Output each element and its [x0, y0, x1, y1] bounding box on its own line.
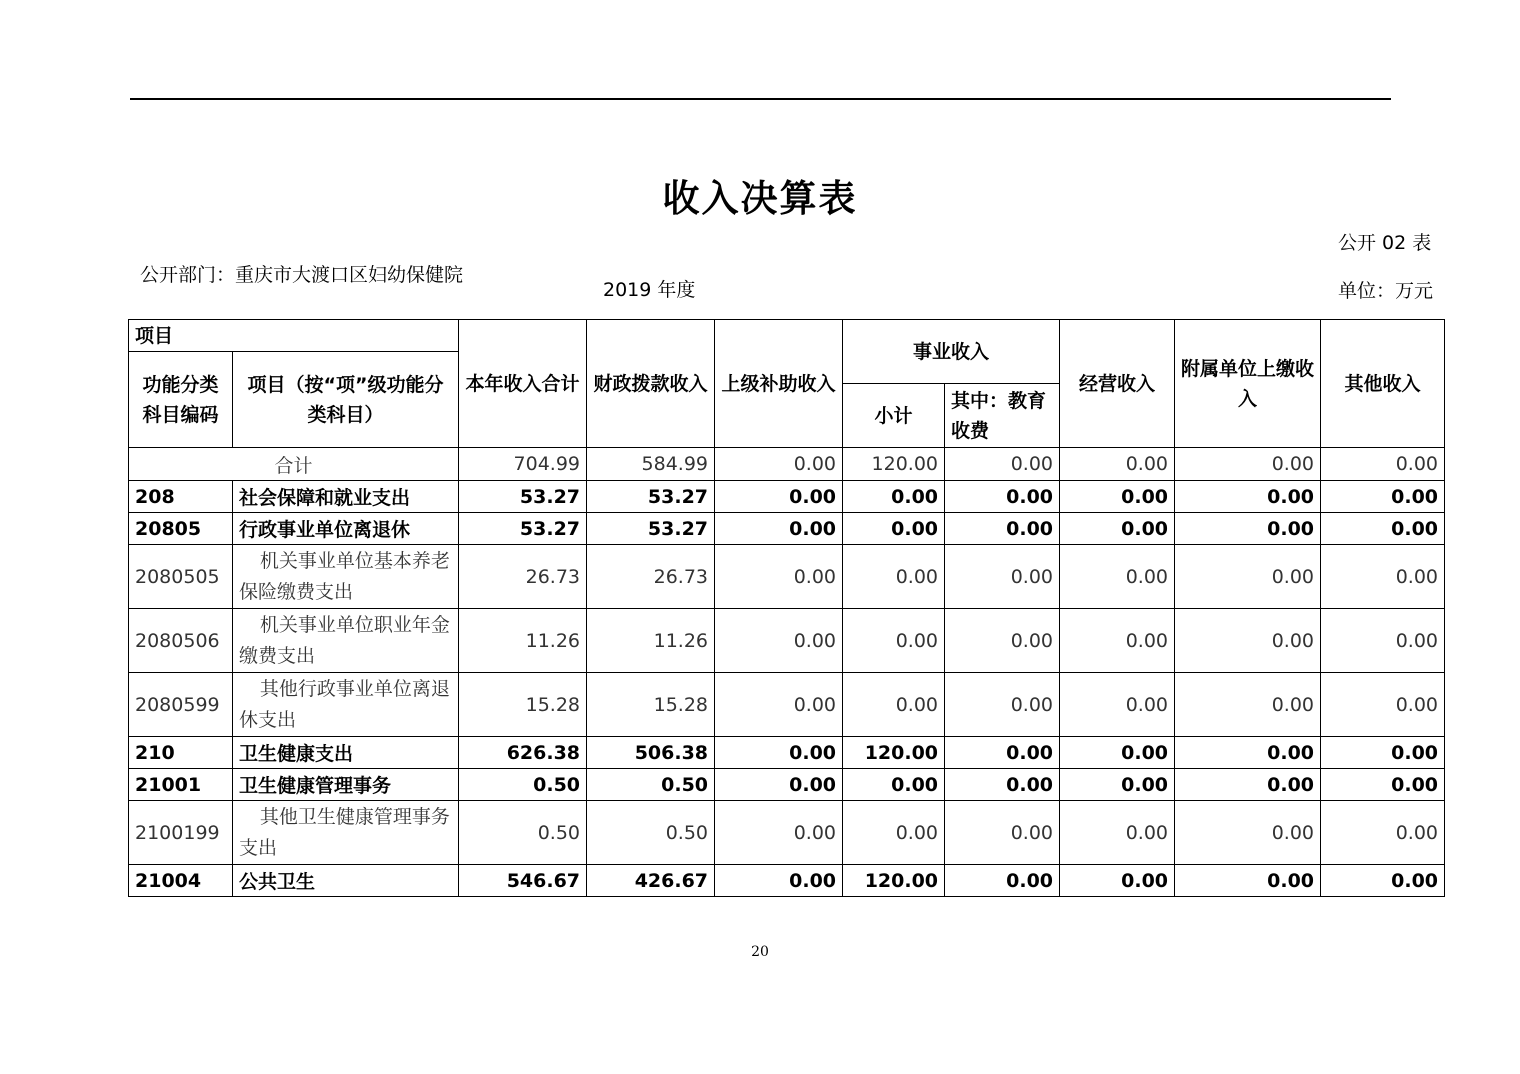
item-name-cell: 行政事业单位离退休	[233, 513, 459, 545]
amount-cell: 0.00	[1321, 513, 1445, 545]
amount-cell: 0.00	[1321, 769, 1445, 801]
amount-cell: 0.00	[1321, 481, 1445, 513]
func-code-cell: 2080505	[129, 545, 233, 609]
func-code-cell: 2080599	[129, 673, 233, 737]
amount-cell: 0.00	[843, 609, 945, 673]
func-code-cell: 2080506	[129, 609, 233, 673]
amount-cell: 0.00	[945, 865, 1060, 897]
item-name-cell: 卫生健康支出	[233, 737, 459, 769]
header-func-code: 功能分类科目编码	[129, 352, 233, 448]
header-subtotal: 小计	[843, 384, 945, 448]
amount-cell: 0.00	[1175, 545, 1321, 609]
table-row	[129, 545, 1445, 609]
amount-cell: 0.00	[715, 801, 843, 865]
amount-cell: 0.00	[1321, 609, 1445, 673]
amount-cell: 15.28	[459, 673, 587, 737]
department-label: 公开部门：重庆市大渡口区妇幼保健院	[140, 264, 464, 286]
func-code-cell: 208	[129, 481, 233, 513]
amount-cell: 53.27	[459, 481, 587, 513]
amount-cell: 426.67	[587, 865, 715, 897]
func-code-cell: 21004	[129, 865, 233, 897]
table-row	[129, 801, 1445, 865]
header-fiscal: 财政拨款收入	[587, 320, 715, 448]
amount-cell: 0.00	[715, 481, 843, 513]
func-code-cell: 2100199	[129, 801, 233, 865]
amount-cell: 26.73	[587, 545, 715, 609]
total-label: 合计	[129, 448, 459, 481]
amount-cell: 0.00	[1175, 737, 1321, 769]
amount-cell: 0.00	[715, 865, 843, 897]
amount-cell: 0.00	[715, 609, 843, 673]
item-name-cell: 公共卫生	[233, 865, 459, 897]
header-education-fee: 其中：教育收费	[945, 384, 1060, 448]
amount-cell: 0.00	[945, 673, 1060, 737]
amount-cell: 0.00	[843, 769, 945, 801]
amount-cell: 506.38	[587, 737, 715, 769]
table-row	[129, 513, 1445, 545]
header-affiliated-income: 附属单位上缴收入	[1175, 320, 1321, 448]
header-business-income: 事业收入	[843, 320, 1060, 384]
amount-cell: 0.00	[1060, 673, 1175, 737]
item-name-cell: 机关事业单位基本养老保险缴费支出	[233, 545, 459, 609]
amount-cell: 0.00	[945, 481, 1060, 513]
item-name-cell: 其他行政事业单位离退休支出	[233, 673, 459, 737]
header-item-desc: 项目（按“项”级功能分类科目）	[233, 352, 459, 448]
total-cell: 0.00	[1175, 448, 1321, 481]
income-table	[128, 319, 1445, 897]
amount-cell: 0.00	[843, 481, 945, 513]
table-row	[129, 769, 1445, 801]
header-superior-subsidy: 上级补助收入	[715, 320, 843, 448]
amount-cell: 53.27	[587, 513, 715, 545]
amount-cell: 0.00	[1060, 545, 1175, 609]
amount-cell: 0.00	[1321, 545, 1445, 609]
total-cell: 0.00	[715, 448, 843, 481]
amount-cell: 0.00	[1175, 609, 1321, 673]
form-number: 公开 02 表	[1338, 232, 1432, 254]
amount-cell: 0.00	[945, 737, 1060, 769]
amount-cell: 0.00	[1060, 801, 1175, 865]
amount-cell: 0.00	[1060, 609, 1175, 673]
amount-cell: 26.73	[459, 545, 587, 609]
table-row	[129, 737, 1445, 769]
amount-cell: 120.00	[843, 737, 945, 769]
item-name-cell: 其他卫生健康管理事务支出	[233, 801, 459, 865]
header-total-income: 本年收入合计	[459, 320, 587, 448]
header-item: 项目	[129, 320, 459, 352]
amount-cell: 0.00	[843, 673, 945, 737]
table-row	[129, 673, 1445, 737]
item-name-cell: 社会保障和就业支出	[233, 481, 459, 513]
amount-cell: 546.67	[459, 865, 587, 897]
header-operating-income: 经营收入	[1060, 320, 1175, 448]
amount-cell: 0.00	[945, 769, 1060, 801]
func-code-cell: 20805	[129, 513, 233, 545]
amount-cell: 0.00	[1321, 801, 1445, 865]
amount-cell: 0.00	[1175, 481, 1321, 513]
amount-cell: 0.00	[945, 801, 1060, 865]
page-number: 20	[751, 944, 769, 960]
amount-cell: 0.00	[945, 545, 1060, 609]
amount-cell: 53.27	[459, 513, 587, 545]
table-row	[129, 481, 1445, 513]
amount-cell: 0.00	[1175, 801, 1321, 865]
amount-cell: 0.00	[1060, 737, 1175, 769]
total-cell: 704.99	[459, 448, 587, 481]
func-code-cell: 21001	[129, 769, 233, 801]
amount-cell: 0.00	[843, 545, 945, 609]
amount-cell: 0.00	[1175, 865, 1321, 897]
amount-cell: 0.00	[1175, 673, 1321, 737]
amount-cell: 11.26	[587, 609, 715, 673]
amount-cell: 0.00	[715, 673, 843, 737]
total-cell: 0.00	[1321, 448, 1445, 481]
item-name-cell: 卫生健康管理事务	[233, 769, 459, 801]
top-rule	[130, 98, 1391, 100]
amount-cell: 0.00	[1060, 769, 1175, 801]
amount-cell: 626.38	[459, 737, 587, 769]
func-code-cell: 210	[129, 737, 233, 769]
amount-cell: 0.00	[1175, 769, 1321, 801]
amount-cell: 0.00	[1321, 865, 1445, 897]
page-title: 收入决算表	[662, 176, 858, 220]
total-row	[129, 448, 1445, 481]
amount-cell: 0.00	[1175, 513, 1321, 545]
amount-cell: 0.00	[843, 513, 945, 545]
total-cell: 120.00	[843, 448, 945, 481]
amount-cell: 0.00	[945, 609, 1060, 673]
amount-cell: 0.50	[587, 801, 715, 865]
table-body	[129, 481, 1445, 897]
amount-cell: 0.50	[587, 769, 715, 801]
table-row	[129, 609, 1445, 673]
amount-cell: 0.00	[1060, 513, 1175, 545]
amount-cell: 0.00	[715, 513, 843, 545]
amount-cell: 0.00	[715, 545, 843, 609]
unit-label: 单位：万元	[1338, 280, 1434, 302]
total-cell: 584.99	[587, 448, 715, 481]
amount-cell: 120.00	[843, 865, 945, 897]
item-name-cell: 机关事业单位职业年金缴费支出	[233, 609, 459, 673]
amount-cell: 0.00	[843, 801, 945, 865]
amount-cell: 53.27	[587, 481, 715, 513]
amount-cell: 0.50	[459, 769, 587, 801]
table-row	[129, 865, 1445, 897]
amount-cell: 0.00	[945, 513, 1060, 545]
amount-cell: 0.00	[715, 737, 843, 769]
total-cell: 0.00	[1060, 448, 1175, 481]
amount-cell: 0.50	[459, 801, 587, 865]
amount-cell: 0.00	[1060, 481, 1175, 513]
header-other-income: 其他收入	[1321, 320, 1445, 448]
amount-cell: 11.26	[459, 609, 587, 673]
amount-cell: 0.00	[1321, 737, 1445, 769]
total-cell: 0.00	[945, 448, 1060, 481]
fiscal-year: 2019 年度	[603, 279, 696, 301]
amount-cell: 15.28	[587, 673, 715, 737]
amount-cell: 0.00	[1321, 673, 1445, 737]
amount-cell: 0.00	[1060, 865, 1175, 897]
amount-cell: 0.00	[715, 769, 843, 801]
